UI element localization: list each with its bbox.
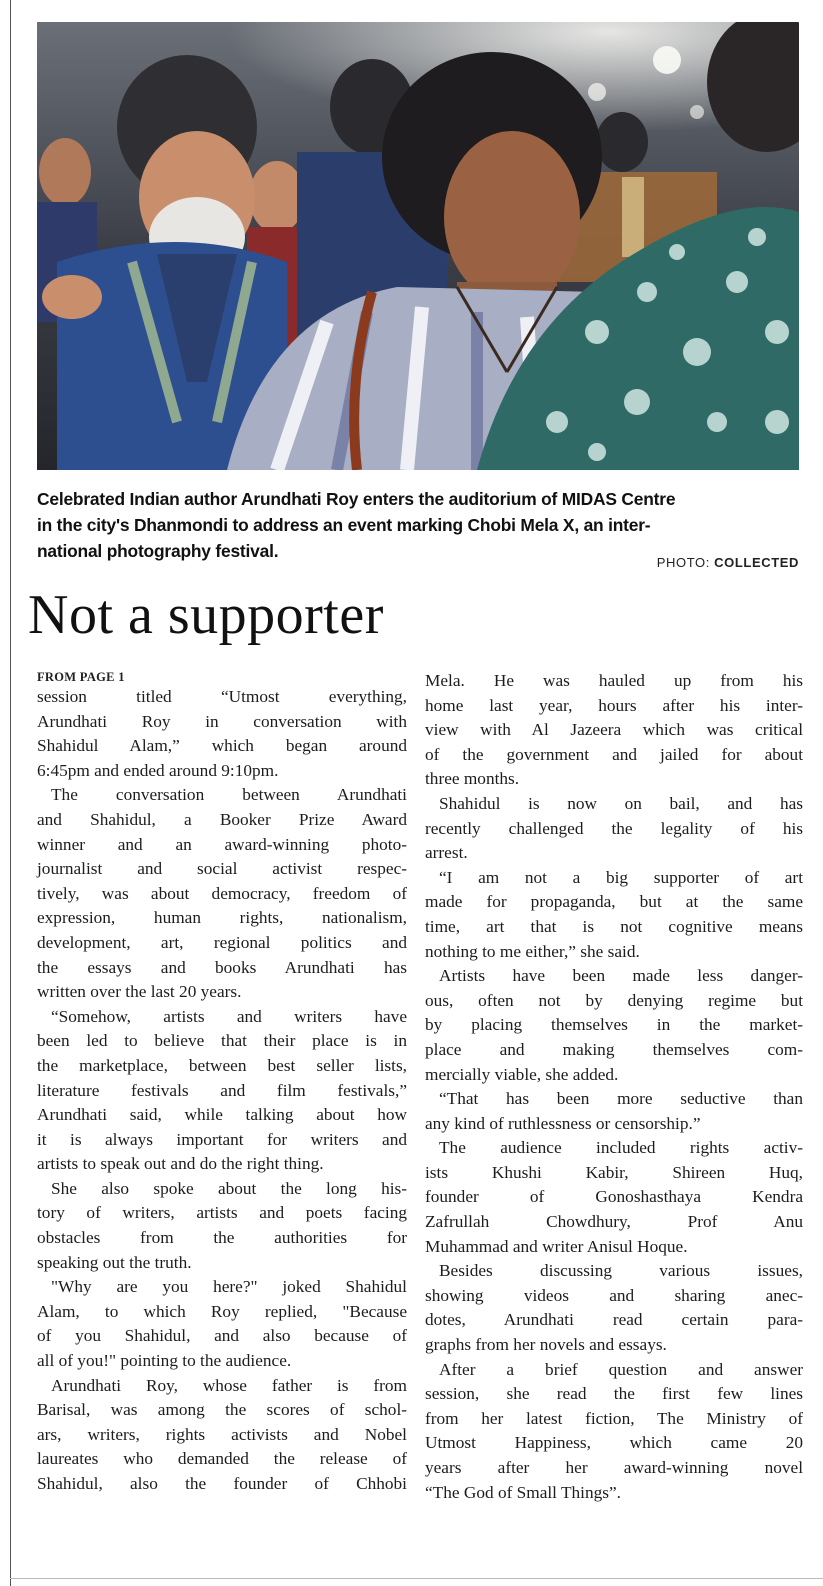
article-line: dotes, Arundhati read certain para- <box>425 1310 803 1330</box>
article-line: Arundhati Roy, whose father is from <box>51 1375 407 1395</box>
photo-caption <box>37 486 799 564</box>
article-line: ists Khushi Kabir, Shireen Huq, <box>425 1162 803 1182</box>
article-line: made for propaganda, but at the same <box>425 892 803 912</box>
caption-line: in the city's Dhanmondi to address an event marking Chobi Mela X, an inter- <box>37 515 651 535</box>
article-line: any kind of ruthlessness or censorship.” <box>425 1113 701 1133</box>
crowd-photo <box>37 22 799 470</box>
page-divider <box>10 1578 823 1579</box>
article-line: obstacles from the authorities for <box>37 1228 407 1248</box>
article-line: speaking out the truth. <box>37 1252 192 1272</box>
article-line: three months. <box>425 769 520 789</box>
photo-credit-source: COLLECTED <box>714 555 799 570</box>
article-line: the marketplace, between best seller lists, <box>37 1055 407 1075</box>
article-line: The audience included rights activ- <box>439 1138 803 1158</box>
article-line: place and making themselves com- <box>425 1039 803 1059</box>
article-line: She also spoke about the long his- <box>51 1178 407 1198</box>
article-line: session titled “Utmost everything, <box>37 687 407 706</box>
article-line: recently challenged the legality of his <box>425 818 803 838</box>
article-line: nothing to me either,” she said. <box>425 941 640 961</box>
article-line: “Somehow, artists and writers have <box>51 1006 407 1026</box>
article-column-left <box>37 669 407 1497</box>
article-line: tory of writers, artists and poets facing <box>37 1203 407 1223</box>
article-line: Utmost Happiness, which came 20 <box>425 1433 803 1453</box>
article-line: Zafrullah Chowdhury, Prof Anu <box>425 1212 803 1232</box>
article-line: years after her award-winning novel <box>425 1458 803 1477</box>
article-line: the essays and books Arundhati has <box>37 957 407 977</box>
article-line: laureates who demanded the release of <box>37 1449 407 1469</box>
article-line: The conversation between Arundhati <box>51 785 407 805</box>
photo-credit-label: PHOTO: <box>656 555 710 570</box>
article-line: home last year, hours after his inter- <box>425 695 803 715</box>
article-line: been led to believe that their place is in <box>37 1031 407 1051</box>
article-line: graphs from her novels and essays. <box>425 1335 667 1355</box>
article-line: ars, writers, rights activists and Nobel <box>37 1424 407 1444</box>
article-line: “I am not a big supporter of art <box>439 867 803 887</box>
article-line: After a brief question and answer <box>439 1359 803 1379</box>
article-line: of you Shahidul, and also because of <box>37 1326 407 1346</box>
article-line: it is always important for writers and <box>37 1129 407 1149</box>
article-line: tively, was about democracy, freedom of <box>37 883 407 903</box>
article-line: expression, human rights, nationalism, <box>37 908 407 928</box>
article-line: all of you!" pointing to the audience. <box>37 1351 292 1371</box>
photo-credit <box>657 555 799 570</box>
article-line: showing videos and sharing anec- <box>425 1285 803 1305</box>
article-line: Shahidul is now on bail, and has <box>439 793 803 813</box>
article-line: “The God of Small Things”. <box>425 1482 621 1502</box>
article-column-right <box>425 669 803 1505</box>
article-line: 6:45pm and ended around 9:10pm. <box>37 760 279 780</box>
article-line: from her latest fiction, The Ministry of <box>425 1408 803 1428</box>
article-line: by placing themselves in the market- <box>425 1015 803 1035</box>
article-line: “That has been more seductive than <box>439 1089 803 1109</box>
article-line: arrest. <box>425 843 468 863</box>
column-rule <box>10 0 11 1586</box>
caption-line: national photography festival. <box>37 541 279 561</box>
article-line: winner and an award-winning photo- <box>37 834 407 854</box>
article-line: Mela. He was hauled up from his <box>425 671 803 690</box>
article-line: Muhammad and writer Anisul Hoque. <box>425 1236 688 1256</box>
headline: Not a supporter <box>28 584 384 646</box>
article-line: journalist and social activist respec- <box>37 859 407 879</box>
article-line: session, she read the first few lines <box>425 1384 803 1404</box>
article-line: development, art, regional politics and <box>37 932 407 952</box>
article-line: literature festivals and film festivals,” <box>37 1080 407 1100</box>
article-line: Barisal, was among the scores of schol- <box>37 1400 407 1420</box>
article-line: Alam, to which Roy replied, "Because <box>37 1301 407 1321</box>
article-line: founder of Gonoshasthaya Kendra <box>425 1187 803 1207</box>
article-line: mercially viable, she added. <box>425 1064 619 1084</box>
article-line: Shahidul Alam,” which began around <box>37 736 407 756</box>
article-line: Besides discussing various issues, <box>439 1261 803 1281</box>
article-line: Arundhati said, while talking about how <box>37 1105 407 1125</box>
caption-line: Celebrated Indian author Arundhati Roy enters the auditorium of MIDAS Centre <box>37 489 676 509</box>
kicker: FROM PAGE 1 <box>37 670 125 684</box>
article-line: and Shahidul, a Booker Prize Award <box>37 809 407 829</box>
photo-illustration <box>37 22 799 470</box>
article-line: "Why are you here?" joked Shahidul <box>51 1277 407 1297</box>
article-line: Shahidul, also the founder of Chhobi <box>37 1474 407 1493</box>
article-line: ous, often not by denying regime but <box>425 990 803 1010</box>
article-line: written over the last 20 years. <box>37 982 242 1002</box>
article-line: artists to speak out and do the right thing. <box>37 1154 324 1174</box>
article-line: Arundhati Roy in conversation with <box>37 711 407 731</box>
article-line: of the government and jailed for about <box>425 744 803 764</box>
article-line: view with Al Jazeera which was critical <box>425 720 803 740</box>
article-line: Artists have been made less danger- <box>439 966 803 986</box>
article-line: time, art that is not cognitive means <box>425 916 803 936</box>
